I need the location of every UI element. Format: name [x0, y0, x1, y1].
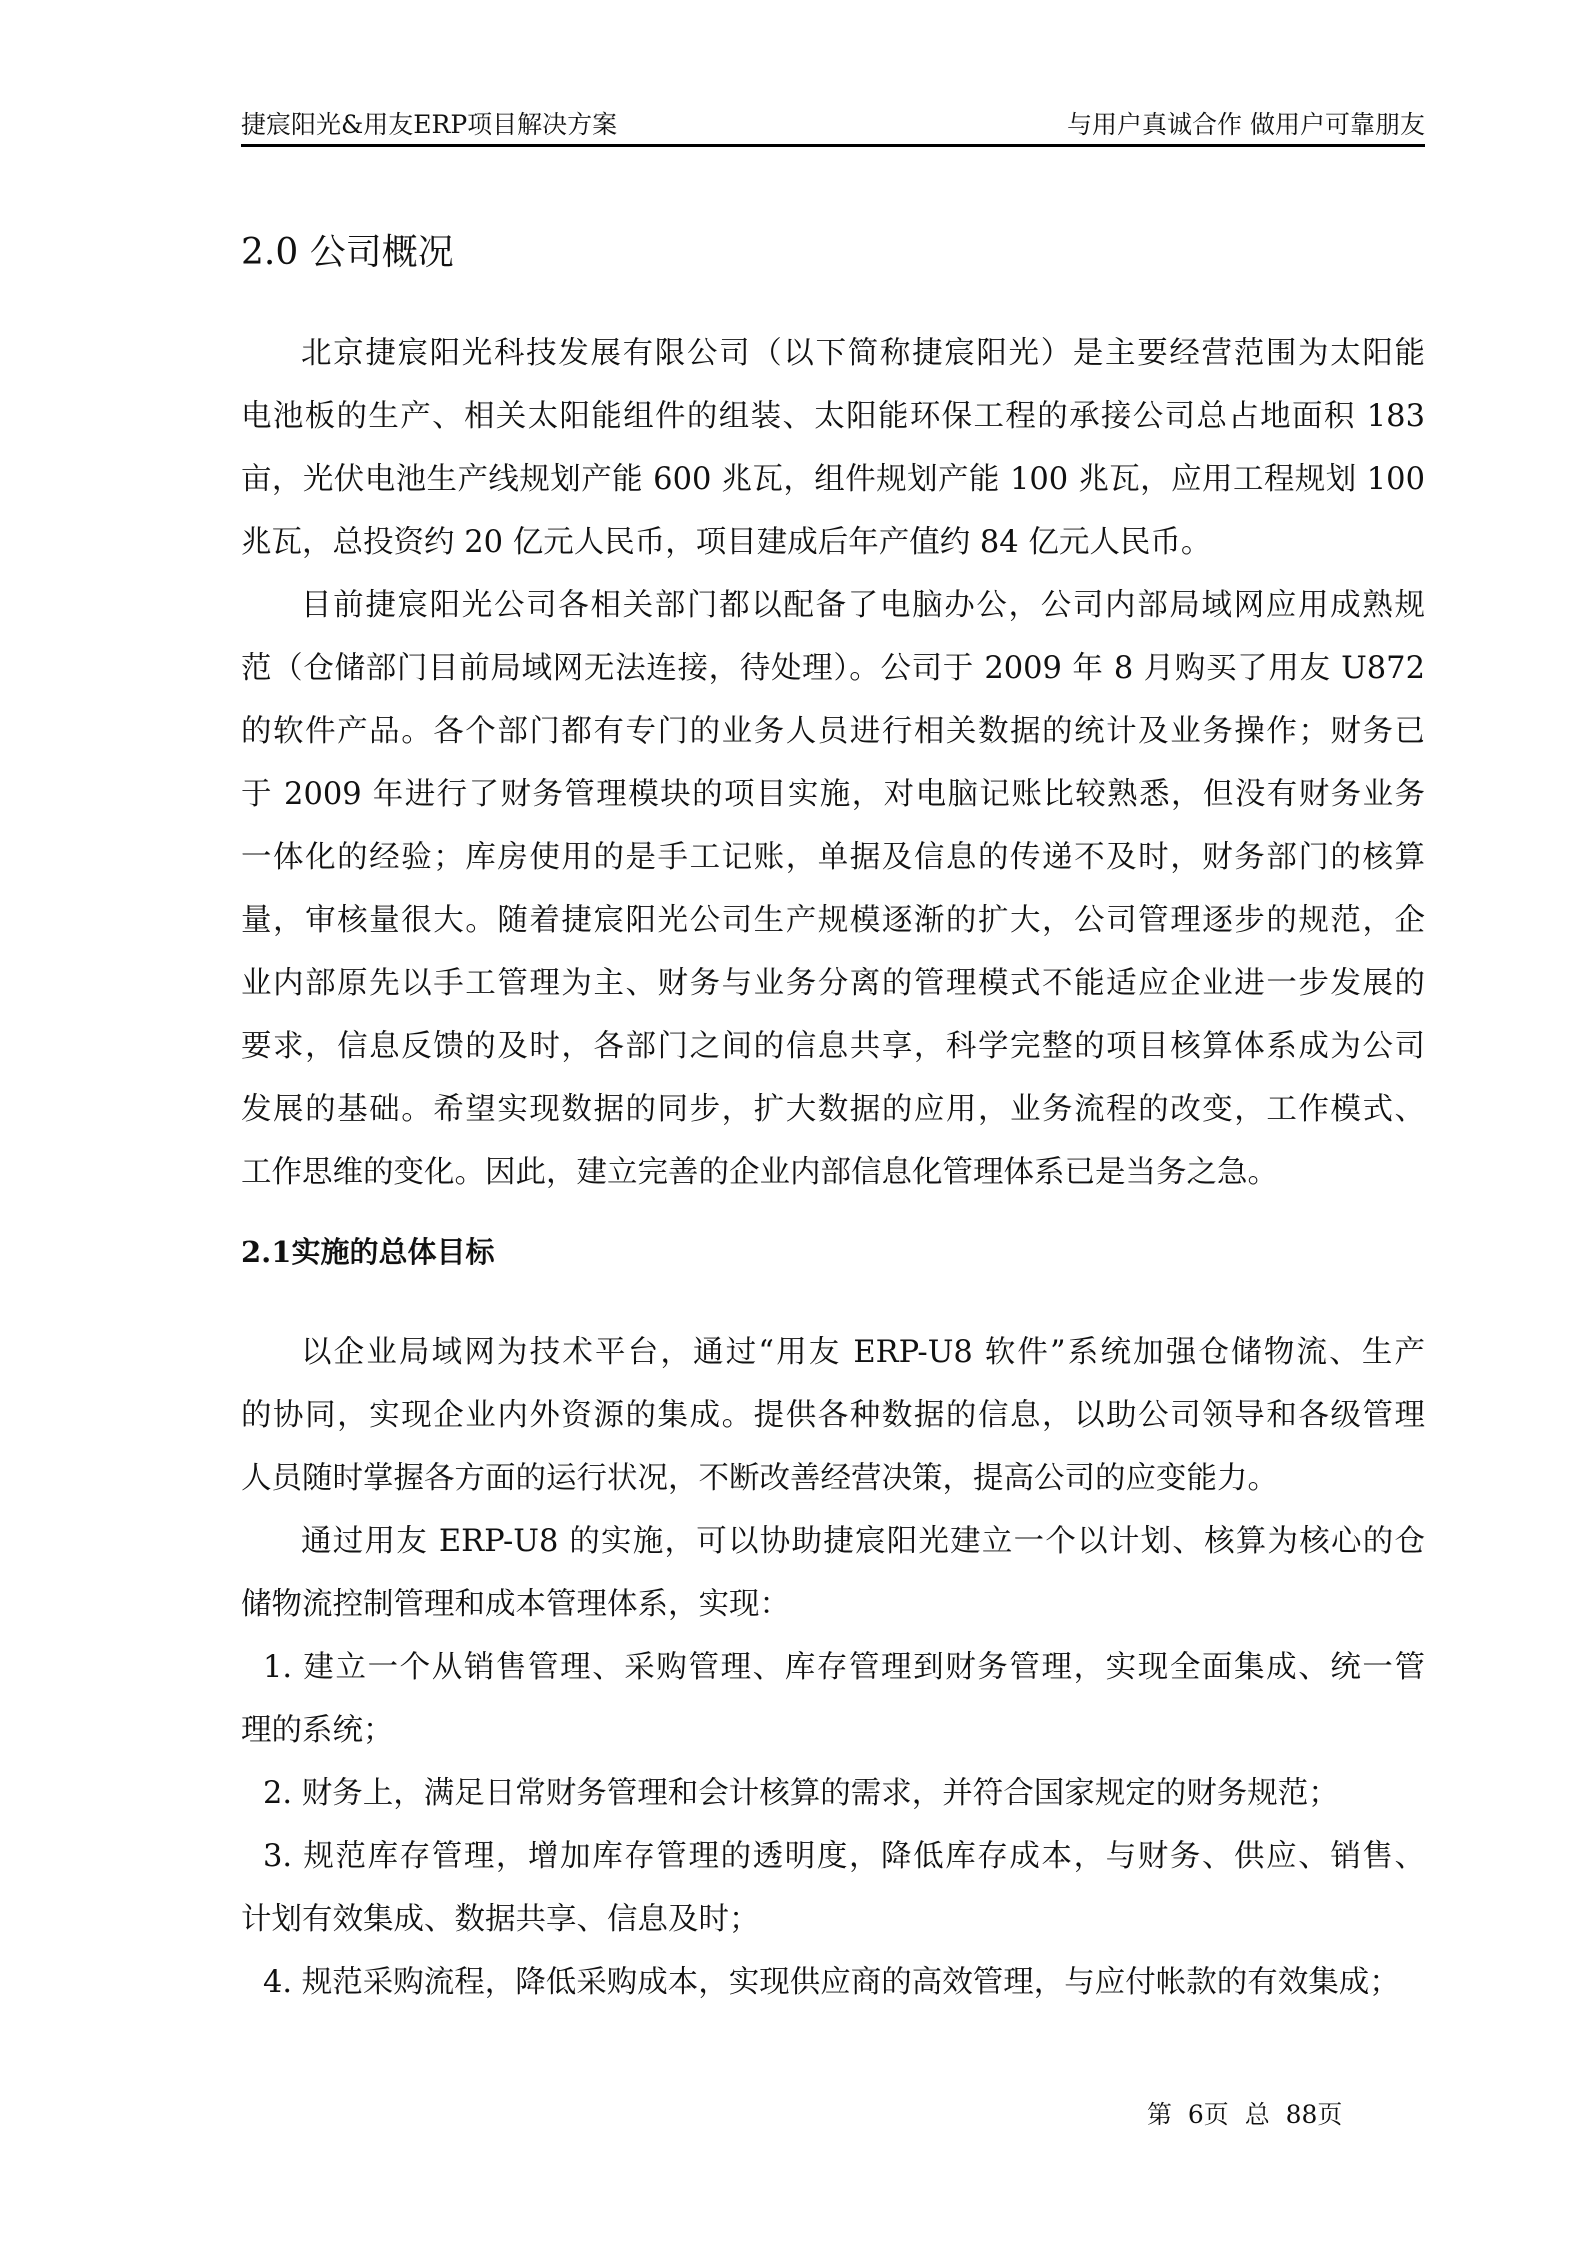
- paragraph-line: 量，审核量很大。随着捷宸阳光公司生产规模逐渐的扩大，公司管理逐步的规范，企: [241, 903, 1425, 938]
- paragraph-line: 的软件产品。各个部门都有专门的业务人员进行相关数据的统计及业务操作；财务已: [241, 714, 1425, 749]
- paragraph-line: 的协同，实现企业内外资源的集成。提供各种数据的信息，以助公司领导和各级管理: [241, 1398, 1425, 1433]
- section-heading-2-0: 2.0 公司概况: [241, 232, 454, 273]
- paragraph-line: 储物流控制管理和成本管理体系，实现：: [241, 1587, 790, 1622]
- paragraph-line: 兆瓦，总投资约 20 亿元人民币，项目建成后年产值约 84 亿元人民币。: [241, 525, 1212, 560]
- list-item-line: 理的系统；: [241, 1713, 394, 1748]
- list-item-line: 2. 财务上，满足日常财务管理和会计核算的需求，并符合国家规定的财务规范；: [263, 1776, 1339, 1811]
- paragraph-line: 要求，信息反馈的及时，各部门之间的信息共享，科学完整的项目核算体系成为公司: [241, 1029, 1425, 1064]
- paragraph-line: 以企业局域网为技术平台，通过“用友 ERP-U8 软件”系统加强仓储物流、生产: [301, 1335, 1425, 1370]
- header-left-title: 捷宸阳光&用友ERP项目解决方案: [241, 110, 618, 139]
- section-2-body: [241, 1321, 1425, 2014]
- list-item-line: 1. 建立一个从销售管理、采购管理、库存管理到财务管理，实现全面集成、统一管: [263, 1650, 1425, 1685]
- paragraph-line: 目前捷宸阳光公司各相关部门都以配备了电脑办公，公司内部局域网应用成熟规: [301, 588, 1425, 623]
- section-1-body: [241, 322, 1425, 1204]
- list-item-line: 计划有效集成、数据共享、信息及时；: [241, 1902, 760, 1937]
- list-item-line: 3. 规范库存管理，增加库存管理的透明度，降低库存成本，与财务、供应、销售、: [263, 1839, 1425, 1874]
- paragraph-line: 工作思维的变化。因此，建立完善的企业内部信息化管理体系已是当务之急。: [241, 1155, 1278, 1190]
- paragraph-line: 范（仓储部门目前局域网无法连接，待处理）。公司于 2009 年 8 月购买了用友 U872: [241, 651, 1425, 686]
- page-number: 第 6页 总 88页: [1147, 2100, 1343, 2129]
- paragraph-line: 一体化的经验；库房使用的是手工记账，单据及信息的传递不及时，财务部门的核算: [241, 840, 1425, 875]
- paragraph-line: 人员随时掌握各方面的运行状况，不断改善经营决策，提高公司的应变能力。: [241, 1461, 1278, 1496]
- paragraph-line: 北京捷宸阳光科技发展有限公司（以下简称捷宸阳光）是主要经营范围为太阳能: [301, 336, 1425, 371]
- paragraph-line: 通过用友 ERP-U8 的实施，可以协助捷宸阳光建立一个以计划、核算为核心的仓: [301, 1524, 1425, 1559]
- paragraph-line: 发展的基础。希望实现数据的同步，扩大数据的应用，业务流程的改变，工作模式、: [241, 1092, 1425, 1127]
- header-right-slogan: 与用户真诚合作 做用户可靠朋友: [1067, 110, 1425, 139]
- section-heading-2-1: 2.1实施的总体目标: [241, 1235, 495, 1269]
- paragraph-line: 亩，光伏电池生产线规划产能 600 兆瓦，组件规划产能 100 兆瓦，应用工程规划 100: [241, 462, 1425, 497]
- paragraph-line: 业内部原先以手工管理为主、财务与业务分离的管理模式不能适应企业进一步发展的: [241, 966, 1425, 1001]
- paragraph-line: 于 2009 年进行了财务管理模块的项目实施，对电脑记账比较熟悉，但没有财务业务: [241, 777, 1425, 812]
- header-rule: [241, 144, 1425, 147]
- paragraph-line: 电池板的生产、相关太阳能组件的组装、太阳能环保工程的承接公司总占地面积 183: [241, 399, 1425, 434]
- list-item-line: 4. 规范采购流程，降低采购成本，实现供应商的高效管理，与应付帐款的有效集成；: [263, 1965, 1400, 2000]
